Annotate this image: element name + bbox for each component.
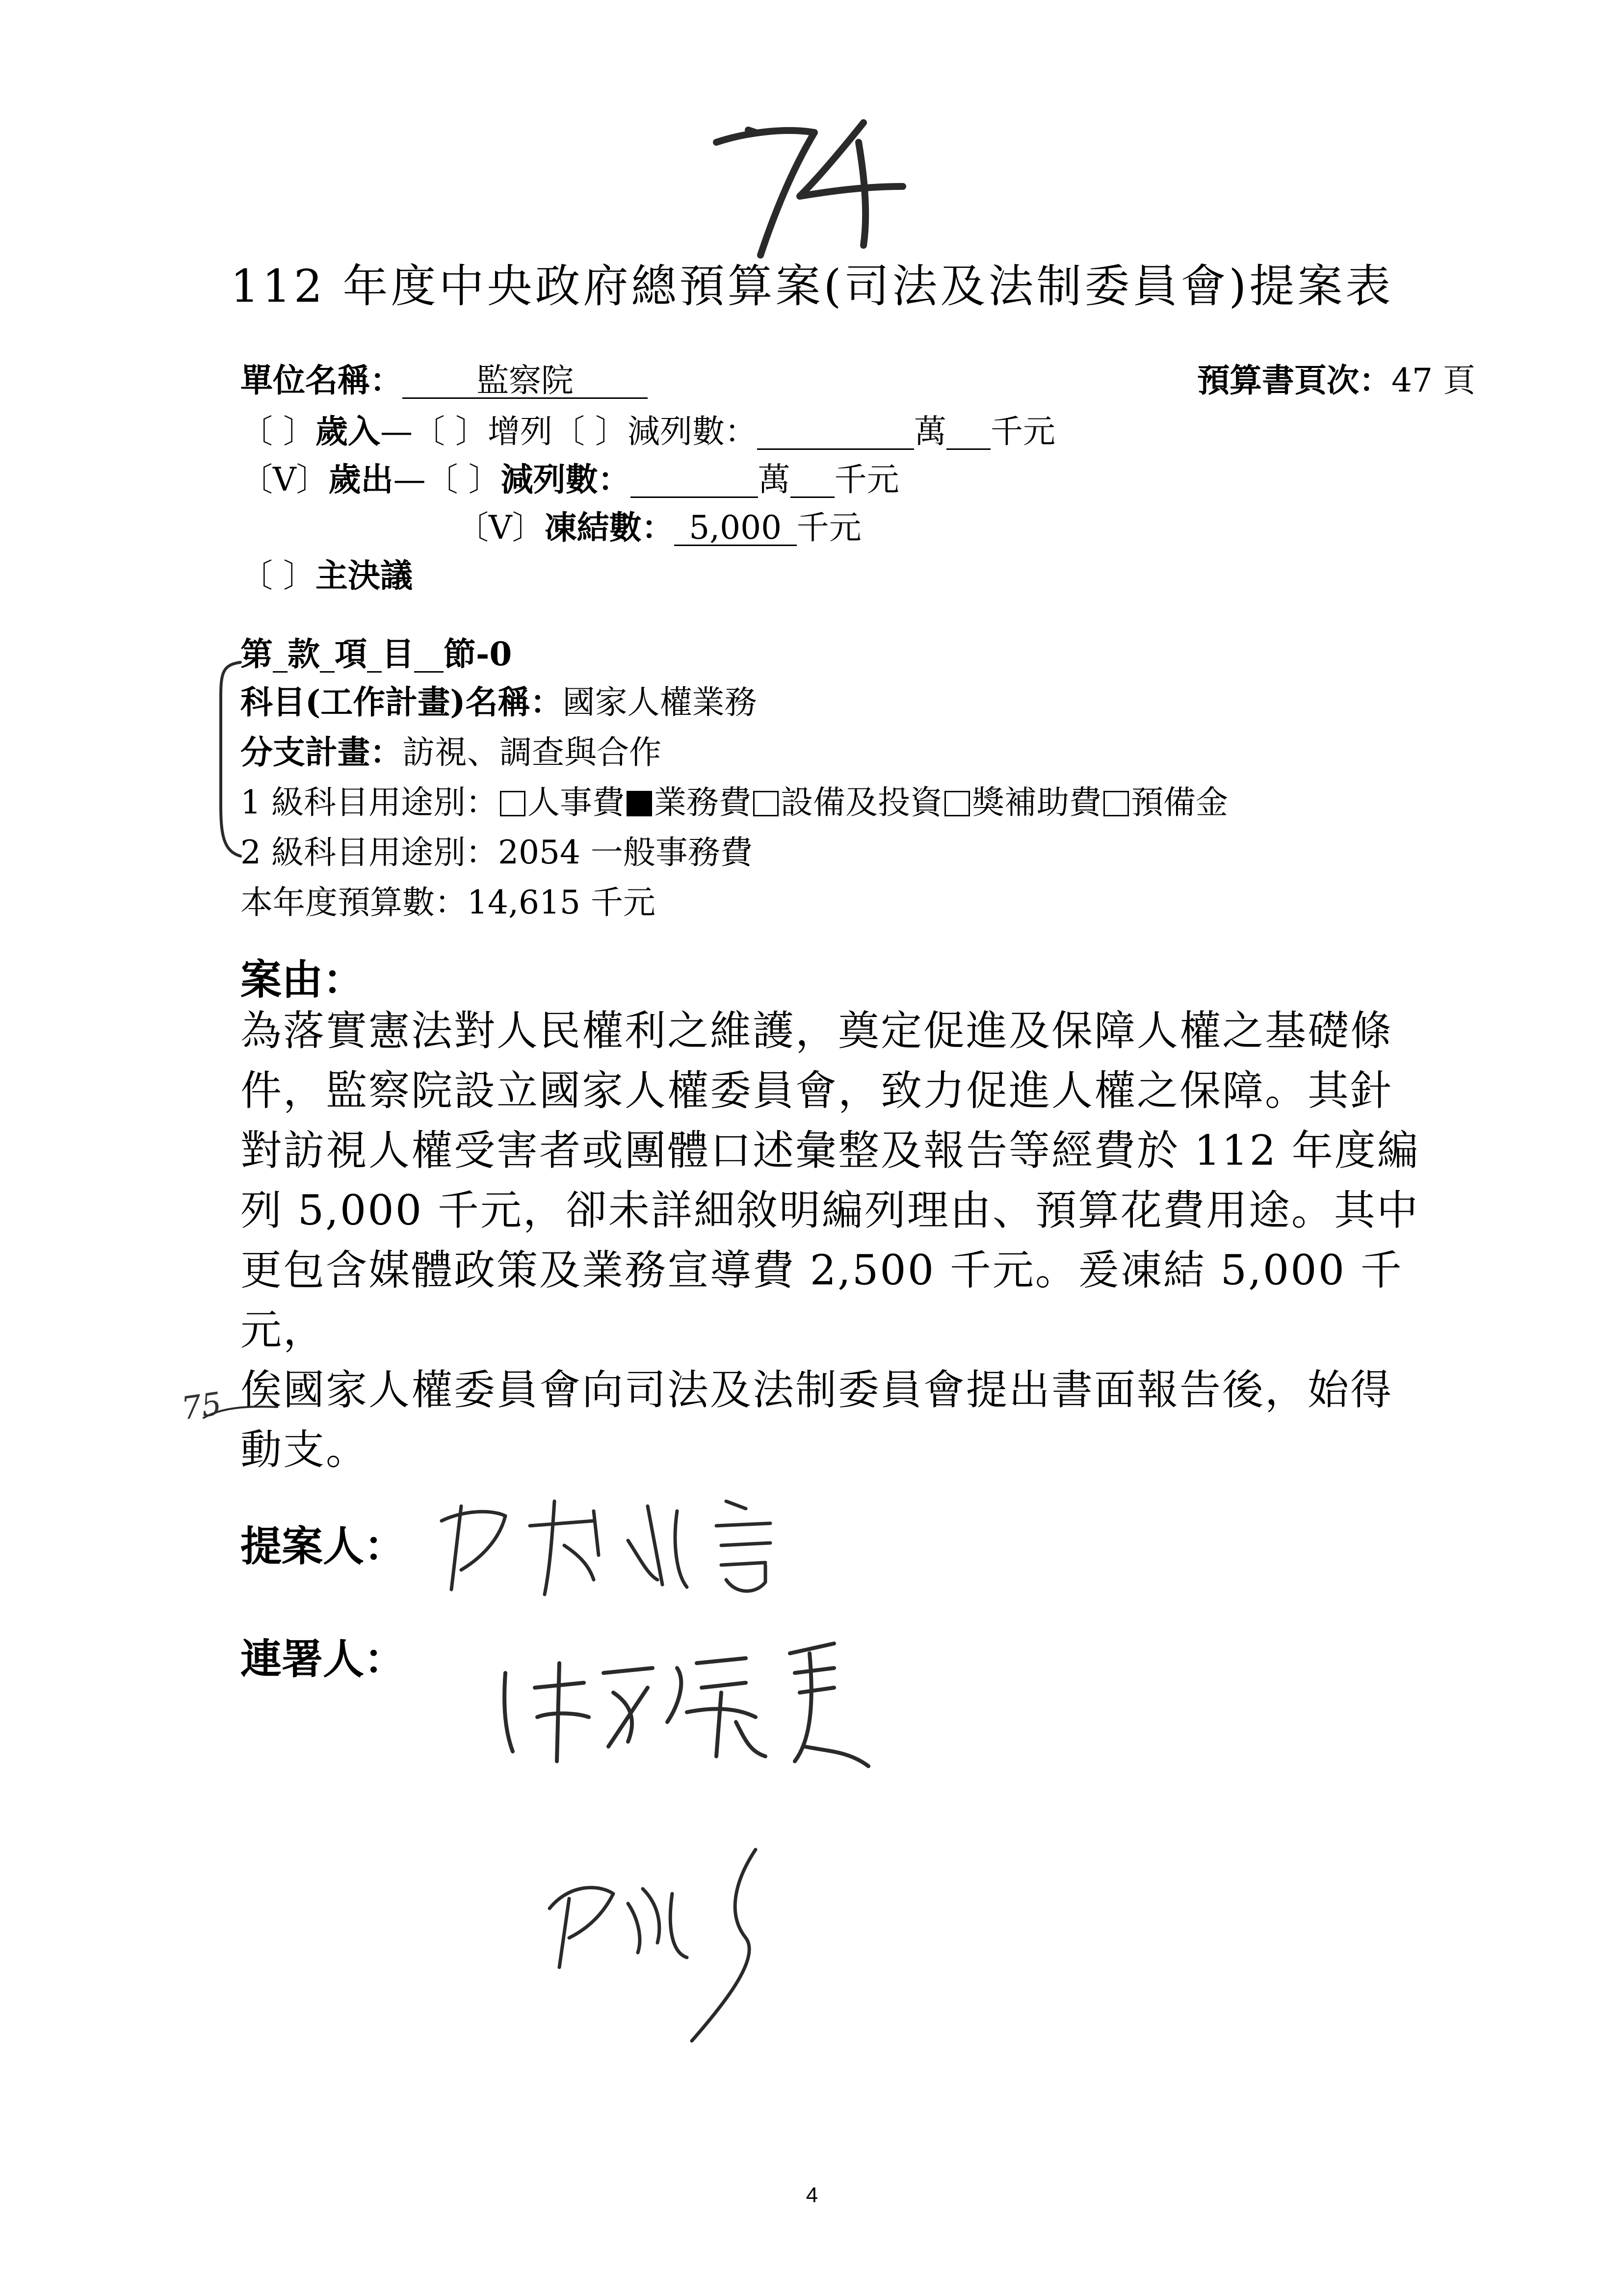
page-title: 112 年度中央政府總預算案(司法及法制委員會)提案表 <box>230 260 1394 313</box>
margin-note-stroke <box>201 1403 280 1423</box>
revenue-increase-bracket: 〔 〕 <box>412 413 488 450</box>
section-jie-field <box>414 637 444 673</box>
freeze-bracket: 〔V〕 <box>456 509 545 547</box>
level2-label: 2 級科目用途別： <box>240 834 498 871</box>
expenditure-label: 歲出 <box>328 460 393 498</box>
reason-line: 為落實憲法對人民權利之維護，奠定促進及保障人權之基礎條 <box>240 1007 1393 1055</box>
section-xiang-field <box>320 637 335 673</box>
page-number: 4 <box>806 2183 818 2207</box>
expenditure-line <box>240 453 899 500</box>
current-budget-line <box>240 876 655 923</box>
section-line <box>240 628 512 675</box>
branch-plan-line <box>240 726 661 773</box>
expenditure-decrease-label: 減列數： <box>500 460 630 498</box>
item-name-line <box>240 676 757 723</box>
reason-line: 動支。 <box>240 1426 369 1474</box>
revenue-line <box>240 405 1055 452</box>
budget-page-value: 47 頁 <box>1391 362 1475 399</box>
cosigner-signature-2 <box>540 1840 775 2046</box>
branch-plan-label: 分支計畫： <box>240 733 402 771</box>
section-kuan-field <box>273 637 288 673</box>
reason-line: 列 5,000 千元，卻未詳細敘明編列理由、預算花費用途。其中 <box>240 1186 1419 1234</box>
main-resolution-bracket: 〔 〕 <box>240 557 315 595</box>
proposer-label: 提案人： <box>240 1522 406 1570</box>
checkbox-subsidy[interactable] <box>944 791 970 816</box>
budget-page-line <box>1197 354 1475 401</box>
level1-option-reserve: 預備金 <box>1130 783 1228 821</box>
level1-label: 1 級科目用途別： <box>240 783 498 821</box>
expenditure-wan-unit: 萬 <box>758 461 790 498</box>
reason-line: 俟國家人權委員會向司法及法制委員會提出書面報告後，始得 <box>240 1366 1393 1414</box>
expenditure-bracket: 〔V〕 <box>240 461 329 498</box>
reason-body <box>240 1001 1457 1480</box>
revenue-qian-unit: 千元 <box>990 413 1055 450</box>
freeze-unit: 千元 <box>796 509 862 547</box>
revenue-decrease-field <box>757 415 914 450</box>
revenue-dash: — <box>380 413 413 450</box>
revenue-label: 歲入 <box>315 412 380 450</box>
main-resolution-line <box>240 549 413 596</box>
level2-line <box>240 826 753 873</box>
current-budget-label: 本年度預算數： <box>240 884 467 921</box>
unit-label: 單位名稱： <box>240 361 402 399</box>
checkbox-business-checked[interactable] <box>627 791 652 816</box>
revenue-decrease-label: 減列數： <box>627 413 757 450</box>
reason-heading: 案由： <box>240 955 365 1004</box>
branch-plan-value: 訪視、調查與合作 <box>402 733 661 771</box>
cosigner-signature-1 <box>491 1634 883 1781</box>
level1-line <box>240 776 1228 823</box>
current-budget-value: 14,615 千元 <box>467 884 655 921</box>
margin-note: 75 <box>179 1385 224 1428</box>
freeze-label: 凍結數： <box>544 508 674 547</box>
level2-value: 2054 一般事務費 <box>498 834 753 871</box>
unit-value: 監察院 <box>402 364 648 399</box>
revenue-bracket: 〔 〕 <box>240 413 315 450</box>
level1-option-personnel: 人事費 <box>527 783 625 821</box>
section-mu-label: 目 <box>382 635 414 673</box>
item-name-label: 科目(工作計畫)名稱： <box>240 683 563 721</box>
level1-option-equipment: 設備及投資 <box>780 783 943 821</box>
expenditure-dash: — <box>393 461 426 498</box>
checkbox-equipment[interactable] <box>753 791 779 816</box>
revenue-wan-unit: 萬 <box>914 413 946 450</box>
reason-line: 對訪視人權受害者或團體口述彙整及報告等經費於 112 年度編 <box>240 1126 1420 1174</box>
main-resolution-label: 主決議 <box>315 556 413 595</box>
reason-line: 更包含媒體政策及業務宣導費 2,500 千元。爰凍結 5,000 千元， <box>240 1246 1403 1354</box>
reason-line: 件，監察院設立國家人權委員會，致力促進人權之保障。其針 <box>240 1067 1393 1115</box>
revenue-qian-field <box>946 415 991 450</box>
expenditure-qian-field <box>790 463 835 498</box>
cosigner-label: 連署人： <box>240 1635 406 1683</box>
checkbox-reserve[interactable] <box>1103 791 1129 816</box>
unit-line <box>240 354 648 401</box>
handwritten-number-74 <box>702 113 908 260</box>
section-kuan-prefix: 第 <box>240 635 273 673</box>
section-xiang-label: 項 <box>335 635 367 673</box>
budget-page-label: 預算書頁次： <box>1197 361 1391 399</box>
expenditure-qian-unit: 千元 <box>834 461 899 498</box>
level1-option-subsidy: 獎補助費 <box>971 783 1101 821</box>
checkbox-personnel[interactable] <box>500 791 525 816</box>
expenditure-decrease-field <box>630 463 758 498</box>
freeze-value: 5,000 <box>674 511 797 546</box>
section-jie-label: 節-0 <box>444 635 512 673</box>
item-name-value: 國家人權業務 <box>562 683 757 721</box>
proposer-signature <box>432 1482 805 1609</box>
section-kuan-label: 款 <box>288 635 320 673</box>
revenue-decrease-bracket: 〔 〕 <box>552 413 628 450</box>
handwritten-brace <box>213 657 243 863</box>
level1-option-business: 業務費 <box>654 783 751 821</box>
freeze-line <box>456 501 862 548</box>
revenue-increase-label: 增列 <box>487 413 552 450</box>
expenditure-decrease-bracket: 〔 〕 <box>425 461 501 498</box>
section-mu-field <box>367 637 382 673</box>
